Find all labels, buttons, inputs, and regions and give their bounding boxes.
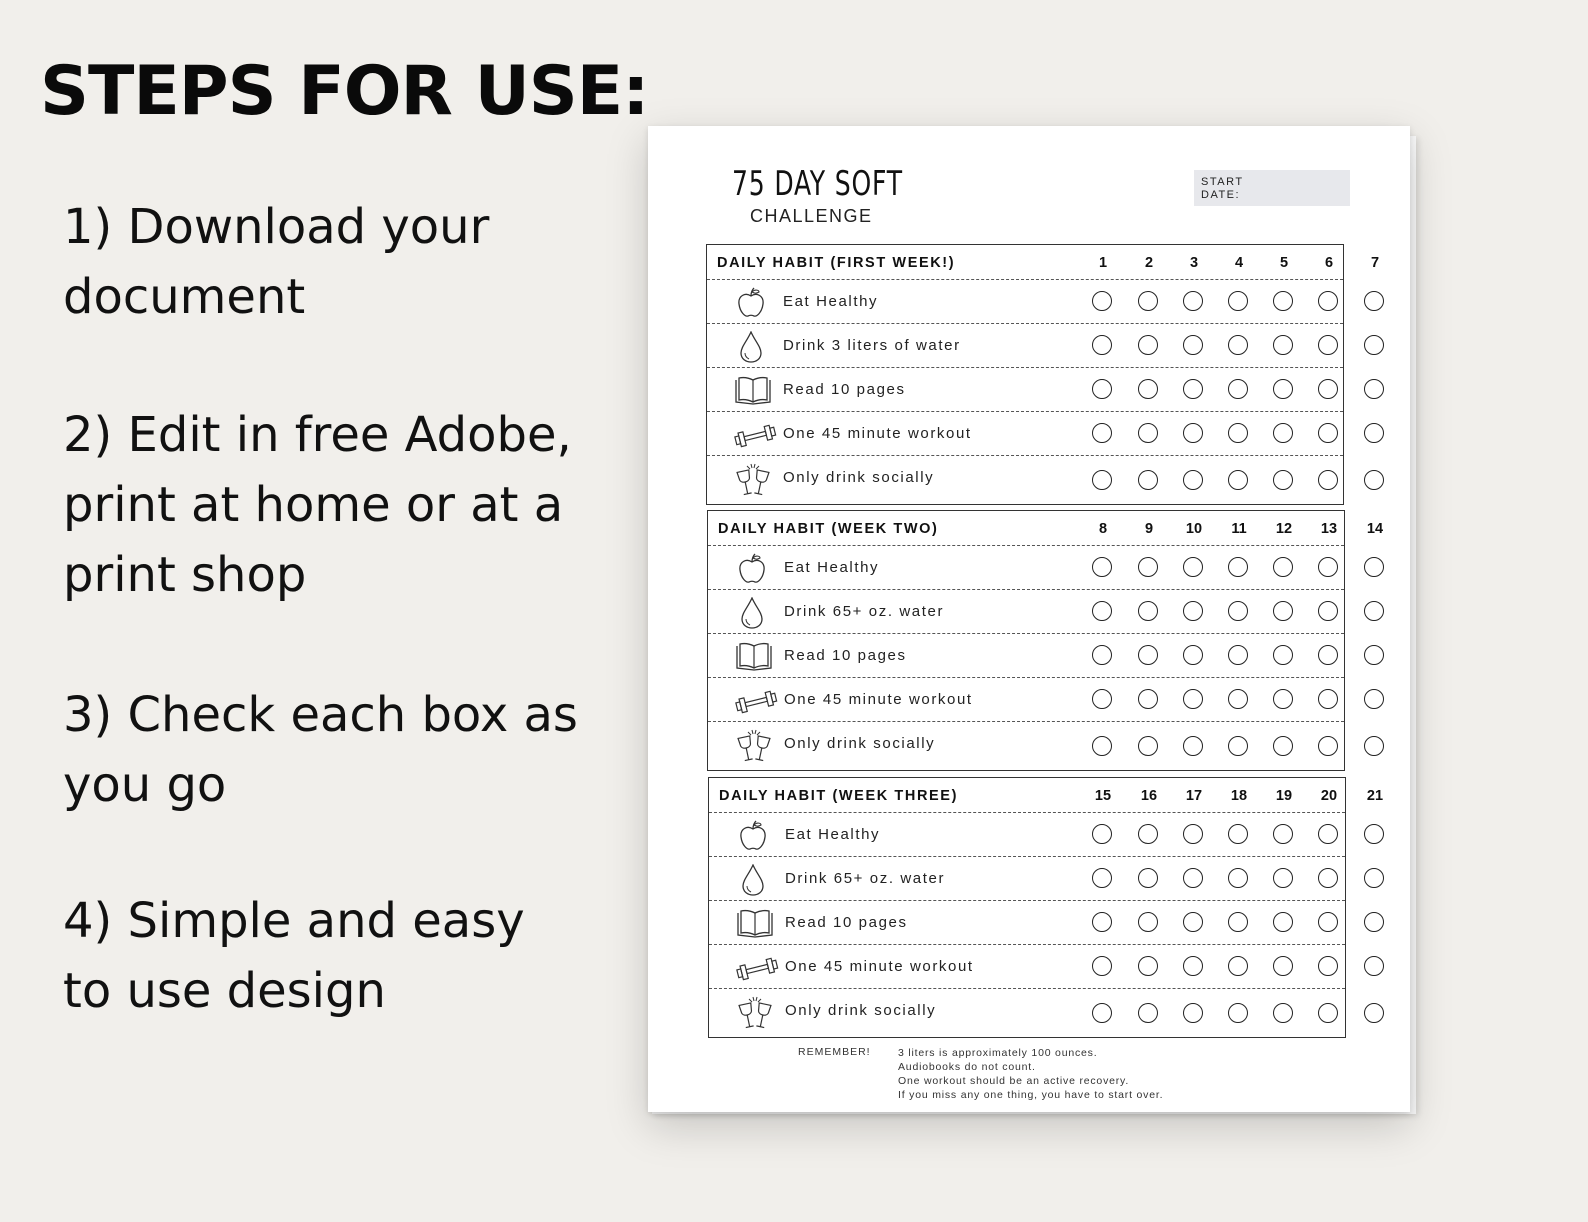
habit-checkbox[interactable] [1228,379,1248,399]
note-item: One workout should be an active recovery. [898,1075,1130,1087]
habit-checkbox[interactable] [1273,868,1293,888]
habit-row [708,546,1344,590]
habit-checkbox[interactable] [1138,956,1158,976]
week-header-row [709,778,1384,813]
habit-checkbox[interactable] [1138,557,1158,577]
note-item: If you miss any one thing, you have to start over. [898,1089,1164,1101]
habit-checkbox[interactable] [1364,689,1384,709]
habit-checkbox[interactable] [1228,557,1248,577]
habit-checkbox[interactable] [1273,912,1293,932]
habit-label: Drink 65+ oz. water [785,870,946,887]
habit-checkbox[interactable] [1364,736,1384,756]
habit-checkbox[interactable] [1318,689,1338,709]
day-number: 9 [1144,521,1154,537]
habit-checkbox[interactable] [1183,557,1203,577]
week-table [707,510,1384,771]
remember-label: REMEMBER! [798,1046,871,1058]
day-number: 16 [1140,788,1158,804]
steps-list [63,192,583,1094]
habit-checkbox[interactable] [1228,423,1248,443]
habit-checkbox[interactable] [1092,689,1112,709]
habit-label: Eat Healthy [784,559,880,576]
day-number: 8 [1098,521,1108,537]
apple-icon [735,820,771,852]
day-number: 1 [1098,255,1108,271]
water-drop-icon [733,331,769,363]
day-number: 14 [1366,521,1384,537]
habit-checkbox[interactable] [1318,291,1338,311]
habit-checkbox[interactable] [1183,291,1203,311]
habit-checkbox[interactable] [1364,291,1384,311]
day-number: 18 [1230,788,1248,804]
start-date-field[interactable] [1194,170,1350,206]
habit-checkbox[interactable] [1183,423,1203,443]
step-2: 2) Edit in free Adobe, print at home or at a print shop [63,407,572,603]
habit-checkbox[interactable] [1183,601,1203,621]
habit-checkbox[interactable] [1183,912,1203,932]
habit-row [709,813,1345,857]
habit-checkbox[interactable] [1273,423,1293,443]
habit-checkbox[interactable] [1318,868,1338,888]
week-header-row [708,511,1384,546]
day-number: 5 [1279,255,1289,271]
habit-checkbox[interactable] [1228,335,1248,355]
habit-checkbox[interactable] [1092,956,1112,976]
habit-checkbox[interactable] [1228,470,1248,490]
habit-checkbox[interactable] [1228,912,1248,932]
habit-checkbox[interactable] [1138,689,1158,709]
note-item: Audiobooks do not count. [898,1061,1036,1073]
habit-label: Drink 65+ oz. water [784,603,945,620]
habit-checkbox[interactable] [1273,736,1293,756]
habit-checkbox[interactable] [1228,645,1248,665]
habit-label: One 45 minute workout [785,958,974,975]
habit-checkbox[interactable] [1364,645,1384,665]
water-drop-icon [735,864,771,896]
note-item: 3 liters is approximately 100 ounces. [898,1047,1098,1059]
habit-checkbox[interactable] [1318,645,1338,665]
habit-checkbox[interactable] [1318,912,1338,932]
notes-list [898,1046,1163,1102]
habit-label: Read 10 pages [785,914,908,931]
habit-checkbox[interactable] [1318,557,1338,577]
habit-row [709,989,1345,1037]
printable-sheet [648,126,1410,1112]
habit-checkbox[interactable] [1228,736,1248,756]
habit-checkbox[interactable] [1092,736,1112,756]
dumbbell-icon [735,952,771,984]
habit-checkbox[interactable] [1138,470,1158,490]
habit-checkbox[interactable] [1092,423,1112,443]
dumbbell-icon [733,419,769,451]
week-label: DAILY HABIT (FIRST WEEK!) [717,255,956,271]
habit-checkbox[interactable] [1092,868,1112,888]
habit-checkbox[interactable] [1318,736,1338,756]
habit-checkbox[interactable] [1183,379,1203,399]
habit-checkbox[interactable] [1364,956,1384,976]
habit-checkbox[interactable] [1318,379,1338,399]
habit-checkbox[interactable] [1228,868,1248,888]
day-number: 12 [1275,521,1293,537]
habit-checkbox[interactable] [1273,470,1293,490]
step-4: 4) Simple and easy to use design [63,893,525,1019]
sheet-subtitle: CHALLENGE [750,206,873,226]
week-label: DAILY HABIT (WEEK THREE) [719,788,958,804]
habit-checkbox[interactable] [1183,868,1203,888]
habit-checkbox[interactable] [1273,601,1293,621]
habit-label: Drink 3 liters of water [783,337,961,354]
habit-checkbox[interactable] [1138,335,1158,355]
habit-label: Only drink socially [783,469,935,486]
habit-checkbox[interactable] [1092,291,1112,311]
habit-checkbox[interactable] [1183,470,1203,490]
habit-checkbox[interactable] [1092,601,1112,621]
habit-checkbox[interactable] [1318,824,1338,844]
habit-label: One 45 minute workout [784,691,973,708]
day-number: 20 [1320,788,1338,804]
week-label: DAILY HABIT (WEEK TWO) [718,521,939,537]
habit-checkbox[interactable] [1364,423,1384,443]
habit-label: Read 10 pages [784,647,907,664]
sheet-title: 75 DAY SOFT [732,164,903,204]
habit-checkbox[interactable] [1364,912,1384,932]
habit-checkbox[interactable] [1183,689,1203,709]
habit-label: Only drink socially [785,1002,937,1019]
habit-checkbox[interactable] [1092,379,1112,399]
wine-glasses-icon [733,463,769,495]
habit-checkbox[interactable] [1183,736,1203,756]
day-number: 7 [1370,255,1380,271]
habit-row [707,456,1343,504]
day-number: 21 [1366,788,1384,804]
habit-checkbox[interactable] [1138,379,1158,399]
day-number: 11 [1231,521,1247,537]
habit-checkbox[interactable] [1228,824,1248,844]
step-3: 3) Check each box as you go [63,687,578,813]
habit-checkbox[interactable] [1273,379,1293,399]
habit-checkbox[interactable] [1273,557,1293,577]
habit-checkbox[interactable] [1138,291,1158,311]
step-1: 1) Download your document [63,199,490,325]
habit-label: One 45 minute workout [783,425,972,442]
habit-checkbox[interactable] [1228,291,1248,311]
habit-checkbox[interactable] [1273,335,1293,355]
habit-checkbox[interactable] [1364,335,1384,355]
habit-checkbox[interactable] [1138,1003,1158,1023]
habit-checkbox[interactable] [1138,868,1158,888]
day-number: 19 [1275,788,1293,804]
habit-row [708,722,1344,770]
habit-checkbox[interactable] [1183,1003,1203,1023]
habit-checkbox[interactable] [1092,335,1112,355]
wine-glasses-icon [734,729,770,761]
book-icon [735,908,771,940]
habit-checkbox[interactable] [1183,956,1203,976]
habit-checkbox[interactable] [1092,557,1112,577]
day-number: 4 [1234,255,1244,271]
start-date-label-line1: START [1201,176,1244,188]
habit-row [709,901,1345,945]
apple-icon [733,287,769,319]
habit-checkbox[interactable] [1228,601,1248,621]
habit-checkbox[interactable] [1273,956,1293,976]
habit-row [708,590,1344,634]
habit-checkbox[interactable] [1228,689,1248,709]
habit-checkbox[interactable] [1364,470,1384,490]
habit-checkbox[interactable] [1228,1003,1248,1023]
habit-row [708,634,1344,678]
habit-checkbox[interactable] [1228,956,1248,976]
habit-row [707,280,1343,324]
habit-checkbox[interactable] [1138,423,1158,443]
habit-checkbox[interactable] [1138,601,1158,621]
day-number: 3 [1189,255,1199,271]
habit-checkbox[interactable] [1138,912,1158,932]
habit-row [709,945,1345,989]
habit-checkbox[interactable] [1273,1003,1293,1023]
habit-row [707,368,1343,412]
book-icon [734,641,770,673]
book-icon [733,375,769,407]
habit-checkbox[interactable] [1273,824,1293,844]
day-number: 2 [1144,255,1154,271]
habit-label: Eat Healthy [785,826,881,843]
habit-checkbox[interactable] [1092,1003,1112,1023]
day-number: 15 [1094,788,1112,804]
habit-checkbox[interactable] [1138,824,1158,844]
habit-checkbox[interactable] [1092,470,1112,490]
day-number: 6 [1324,255,1334,271]
habit-checkbox[interactable] [1318,423,1338,443]
habit-row [709,857,1345,901]
habit-checkbox[interactable] [1318,335,1338,355]
apple-icon [734,553,770,585]
wine-glasses-icon [735,996,771,1028]
habit-checkbox[interactable] [1273,645,1293,665]
habit-label: Eat Healthy [783,293,879,310]
habit-checkbox[interactable] [1364,601,1384,621]
day-number: 13 [1320,521,1338,537]
day-number: 10 [1185,521,1203,537]
habit-checkbox[interactable] [1092,912,1112,932]
day-number: 17 [1185,788,1203,804]
habit-checkbox[interactable] [1318,470,1338,490]
page-headline: STEPS FOR USE: [40,52,649,131]
habit-checkbox[interactable] [1273,291,1293,311]
habit-checkbox[interactable] [1364,557,1384,577]
habit-row [707,324,1343,368]
habit-checkbox[interactable] [1318,601,1338,621]
habit-checkbox[interactable] [1364,379,1384,399]
habit-checkbox[interactable] [1364,1003,1384,1023]
habit-checkbox[interactable] [1138,736,1158,756]
habit-checkbox[interactable] [1273,689,1293,709]
habit-checkbox[interactable] [1183,824,1203,844]
habit-label: Only drink socially [784,735,936,752]
habit-row [708,678,1344,722]
dumbbell-icon [734,685,770,717]
start-date-label-line2: DATE: [1201,189,1241,201]
habit-checkbox[interactable] [1183,645,1203,665]
habit-checkbox[interactable] [1092,824,1112,844]
week-header-row [707,245,1380,280]
habit-checkbox[interactable] [1183,335,1203,355]
habit-checkbox[interactable] [1318,956,1338,976]
week-table [708,777,1384,1038]
habit-checkbox[interactable] [1138,645,1158,665]
habit-checkbox[interactable] [1364,868,1384,888]
water-drop-icon [734,597,770,629]
habit-checkbox[interactable] [1318,1003,1338,1023]
habit-checkbox[interactable] [1092,645,1112,665]
habit-label: Read 10 pages [783,381,906,398]
habit-row [707,412,1343,456]
habit-checkbox[interactable] [1364,824,1384,844]
week-table [706,244,1380,505]
